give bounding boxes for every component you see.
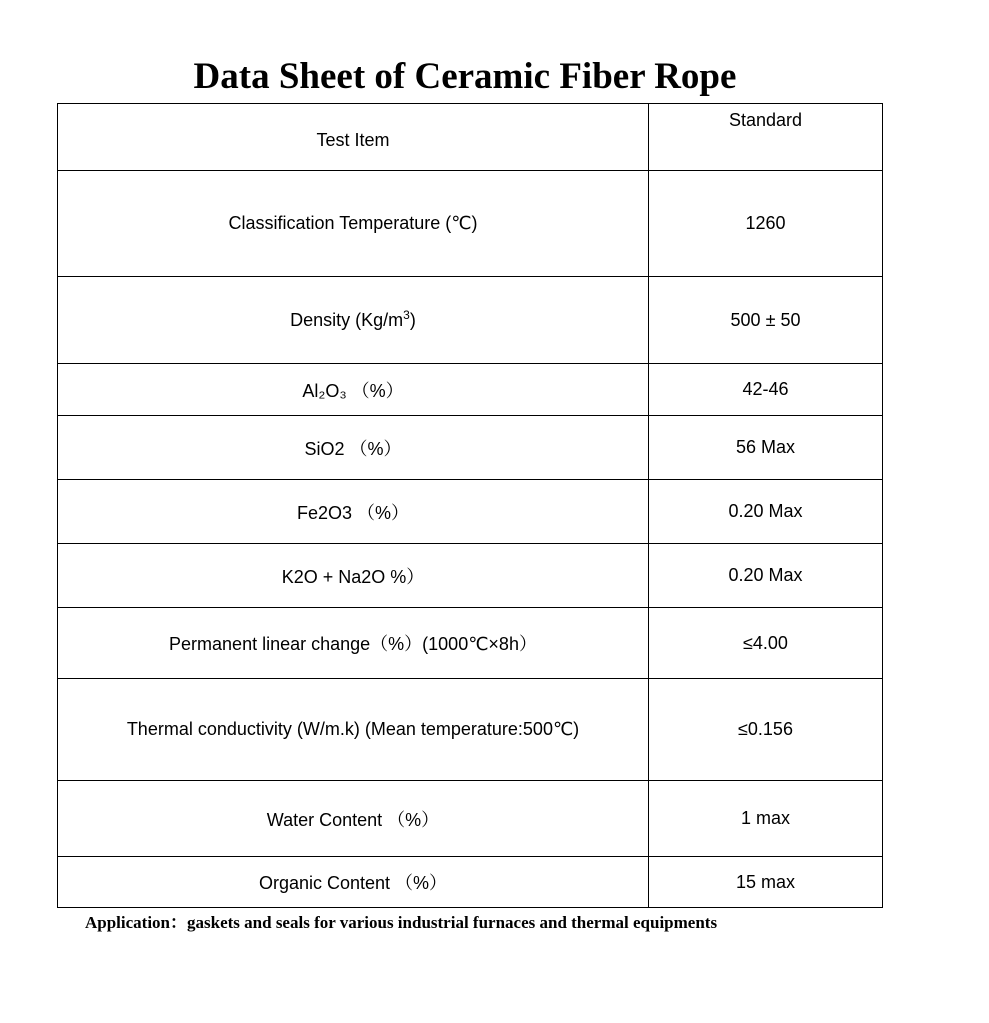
header-test-item: Test Item bbox=[58, 104, 649, 171]
row-standard-k2o-na2o: 0.20 Max bbox=[649, 544, 883, 608]
row-item-fe2o3: Fe2O3 （%） bbox=[58, 480, 649, 544]
density-superscript: 3 bbox=[403, 307, 410, 322]
row-standard-fe2o3: 0.20 Max bbox=[649, 480, 883, 544]
header-standard: Standard bbox=[649, 104, 883, 171]
row-standard-al2o3: 42-46 bbox=[649, 364, 883, 416]
data-sheet-table bbox=[57, 103, 883, 908]
row-standard-sio2: 56 Max bbox=[649, 416, 883, 480]
row-standard-density: 500 ± 50 bbox=[649, 277, 883, 364]
table-header-row bbox=[58, 104, 883, 171]
row-item-sio2: SiO2 （%） bbox=[58, 416, 649, 480]
table-row bbox=[58, 781, 883, 857]
table-row bbox=[58, 171, 883, 277]
row-item-thermal-conductivity: Thermal conductivity (W/m.k) (Mean temperature:500℃) bbox=[58, 679, 649, 781]
row-standard-permanent-linear-change: ≤4.00 bbox=[649, 608, 883, 679]
table-row bbox=[58, 857, 883, 908]
row-standard-water-content: 1 max bbox=[649, 781, 883, 857]
row-item-k2o-na2o: K2O + Na2O %） bbox=[58, 544, 649, 608]
row-standard-organic-content: 15 max bbox=[649, 857, 883, 908]
row-item-classification-temperature: Classification Temperature (℃) bbox=[58, 171, 649, 277]
table-row bbox=[58, 480, 883, 544]
table-row bbox=[58, 364, 883, 416]
row-standard-thermal-conductivity: ≤0.156 bbox=[649, 679, 883, 781]
row-item-density bbox=[58, 277, 649, 364]
row-item-water-content: Water Content （%） bbox=[58, 781, 649, 857]
row-item-permanent-linear-change: Permanent linear change（%）(1000℃×8h） bbox=[58, 608, 649, 679]
application-note: Application：gaskets and seals for various industrial furnaces and thermal equipments bbox=[85, 913, 718, 932]
density-label: Density (Kg/m bbox=[290, 309, 404, 330]
row-standard-classification-temperature: 1260 bbox=[649, 171, 883, 277]
row-item-organic-content: Organic Content （%） bbox=[58, 857, 649, 908]
table-row bbox=[58, 544, 883, 608]
table-row bbox=[58, 416, 883, 480]
table-row bbox=[58, 679, 883, 781]
row-item-al2o3: Al₂O₃ （%） bbox=[58, 364, 649, 416]
table-row bbox=[58, 277, 883, 364]
page-title: Data Sheet of Ceramic Fiber Rope bbox=[193, 56, 737, 97]
table-row bbox=[58, 608, 883, 679]
density-label-suffix: ) bbox=[409, 309, 416, 330]
